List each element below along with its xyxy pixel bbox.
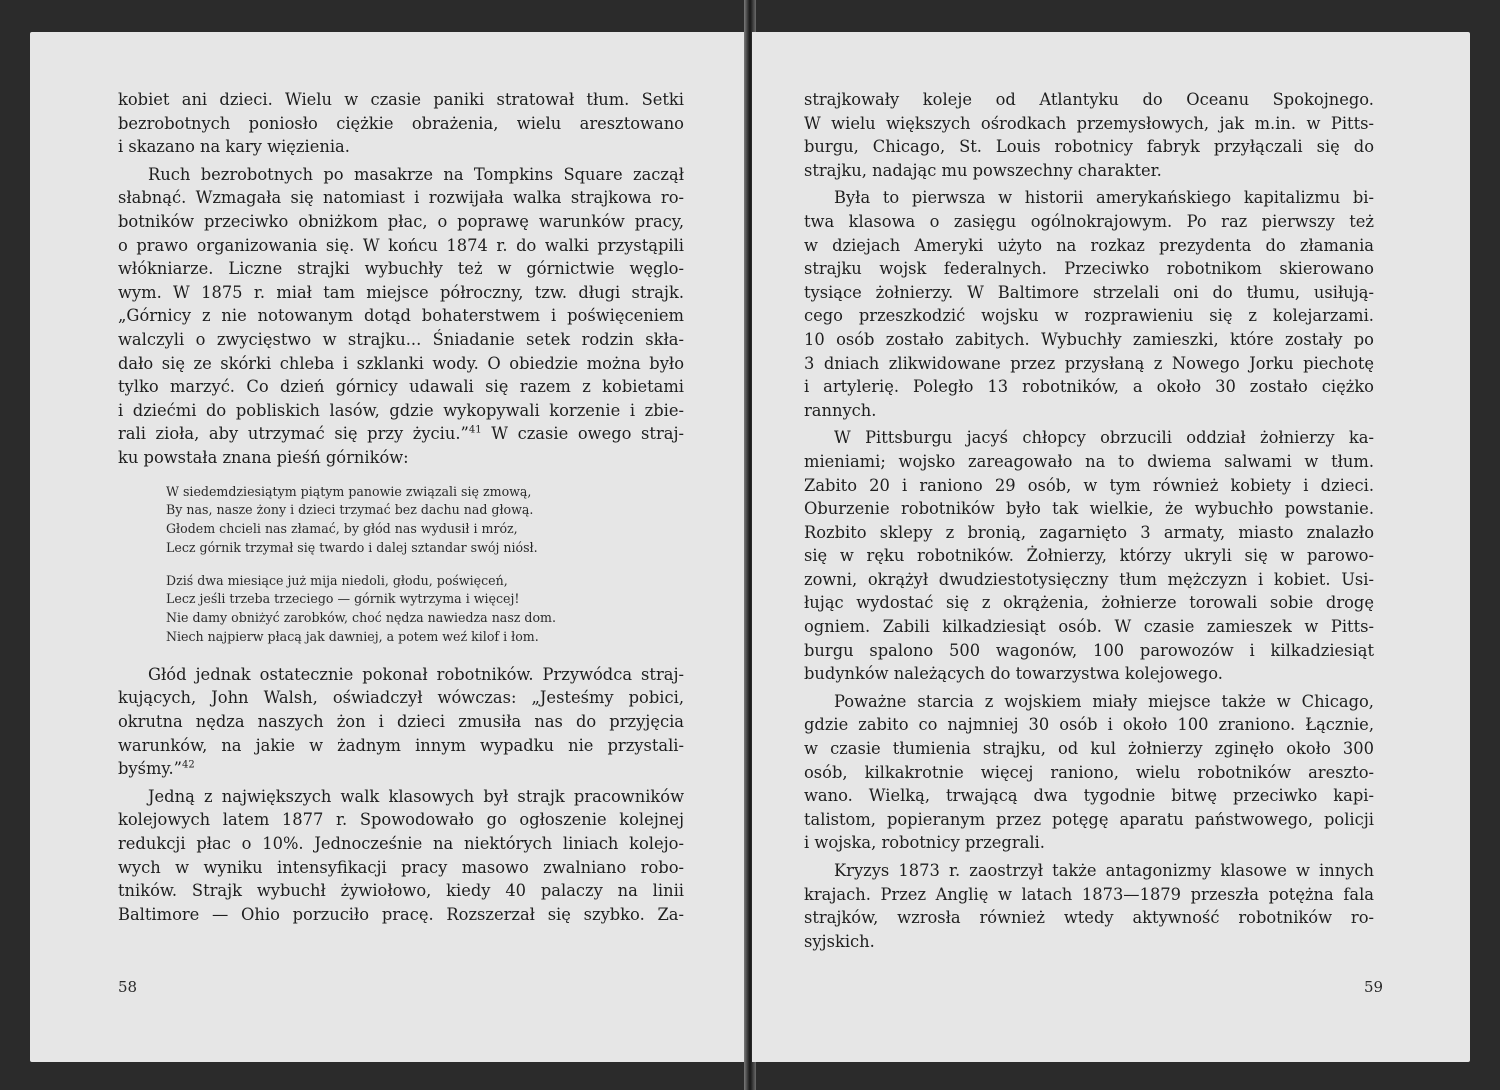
text-line: talistom, popieranym przez potęgę aparatu państwowego, policji bbox=[804, 809, 1374, 829]
text-line: kobiet ani dzieci. Wielu w czasie paniki stratował tłum. Setki bbox=[118, 90, 684, 109]
text-line: kolejowych latem 1877 r. Spowodowało go ogłoszenie kolejnej bbox=[118, 810, 684, 830]
text-line: strajku, nadając mu powszechny charakter. bbox=[804, 160, 1162, 180]
text-line: Jedną z największych walk klasowych był strajk pracowników bbox=[148, 786, 684, 806]
text-line: Rozbito sklepy z bronią, zagarnięto 3 armaty, miasto znalazło bbox=[804, 522, 1374, 542]
text-line: tysiące żołnierzy. W Baltimore strzelali oni do tłumu, usiłują- bbox=[804, 282, 1374, 302]
text-line: w dziejach Ameryki użyto na rozkaz prezydenta do złamania bbox=[804, 235, 1374, 255]
poem-line: Nie damy obniżyć zarobków, choć nędza nawiedza nasz dom. bbox=[166, 610, 557, 626]
text-line: rannych. bbox=[804, 400, 877, 420]
text-line: osób, kilkakrotnie więcej raniono, wielu robotników areszto- bbox=[804, 762, 1374, 782]
text-line: redukcji płac o 10%. Jednocześnie na niektórych liniach kolejo- bbox=[118, 834, 684, 854]
text-line: łując wydostać się z okrążenia, żołnierze torowali sobie drogę bbox=[804, 593, 1374, 613]
page-number: 59 bbox=[1364, 978, 1384, 996]
text-line: Oburzenie robotników było tak wielkie, że wybuchło powstanie. bbox=[804, 499, 1374, 519]
text-line: W wielu większych ośrodkach przemysłowych, jak m.in. w Pitts- bbox=[804, 113, 1374, 133]
text-line: Poważne starcia z wojskiem miały miejsce także w Chicago, bbox=[834, 691, 1374, 711]
footnote-marker: 41 bbox=[468, 424, 482, 436]
text-line: dało się ze skórki chleba i szklanki wody. O obiedzie można było bbox=[118, 353, 684, 373]
text-line: krajach. Przez Anglię w latach 1873—1879 przeszła potężna fala bbox=[804, 884, 1374, 904]
text-line: i wojska, robotnicy przegrali. bbox=[804, 833, 1045, 853]
text-fragment: rali zioła, aby utrzymać się przy życiu.” bbox=[118, 424, 469, 444]
text-line: Baltimore — Ohio porzuciło pracę. Rozszerzał się szybko. Za- bbox=[118, 904, 684, 924]
text-line: Zabito 20 i raniono 29 osób, w tym również kobiety i dzieci. bbox=[804, 475, 1374, 495]
text-line: Głód jednak ostatecznie pokonał robotników. Przywódca straj- bbox=[148, 664, 684, 684]
text-line: Była to pierwsza w historii amerykańskiego kapitalizmu bi- bbox=[834, 188, 1374, 208]
text-line: się w ręku robotników. Żołnierzy, którzy ukryli się w parowo- bbox=[804, 546, 1374, 566]
poem-line: Dziś dwa miesiące już mija niedoli, głodu, poświęceń, bbox=[166, 572, 508, 588]
text-line: okrutna nędza naszych żon i dzieci zmusiła nas do przyjęcia bbox=[118, 712, 684, 732]
text-line: kujących, John Walsh, oświadczył wówczas: „Jesteśmy pobici, bbox=[118, 688, 684, 708]
poem-line: W siedemdziesiątym piątym panowie związali się zmową, bbox=[166, 483, 532, 499]
poem-line: Głodem chcieli nas złamać, by głód nas wydusił i mróz, bbox=[166, 521, 518, 537]
text-line: syjskich. bbox=[804, 931, 875, 951]
right-page-text bbox=[804, 88, 1374, 953]
text-line: i dziećmi do pobliskich lasów, gdzie wykopywali korzenie i zbie- bbox=[118, 400, 684, 420]
poem-stanza bbox=[166, 572, 684, 647]
text-line: botników przeciwko obniżkom płac, o poprawę warunków pracy, bbox=[118, 211, 684, 231]
text-line: i artylerię. Poległo 13 robotników, a około 30 zostało ciężko bbox=[804, 377, 1374, 397]
text-line: wych w wyniku intensyfikacji pracy masowo zwalniano robo- bbox=[118, 857, 684, 877]
page-number: 58 bbox=[118, 978, 138, 996]
poem-line: By nas, nasze żony i dzieci trzymać bez dachu nad głową. bbox=[166, 502, 534, 518]
text-line: ku powstała znana pieśń górników: bbox=[118, 447, 409, 467]
text-line: tylko marzyć. Co dzień górnicy udawali się razem z kobietami bbox=[118, 377, 684, 397]
poem-stanza bbox=[166, 483, 684, 558]
text-line: bezrobotnych poniosło ciężkie obrażenia, wielu aresztowano bbox=[118, 113, 684, 133]
text-fragment: W czasie owego straj- bbox=[481, 424, 684, 444]
text-line: zowni, okrążył dwudziestotysięczny tłum mężczyzn i kobiet. Usi- bbox=[804, 569, 1374, 589]
text-line: strajkowały koleje od Atlantyku do Oceanu Spokojnego. bbox=[804, 90, 1374, 109]
text-line: burgu spalono 500 wagonów, 100 parowozów i kilkadziesiąt bbox=[804, 640, 1374, 660]
right-page bbox=[752, 32, 1470, 1062]
poem-line: Lecz jeśli trzeba trzeciego — górnik wytrzyma i więcej! bbox=[166, 591, 520, 607]
text-line: 3 dniach zlikwidowane przez przysłaną z Nowego Jorku piechotę bbox=[804, 353, 1374, 373]
text-line bbox=[118, 422, 684, 446]
text-line: ogniem. Zabili kilkadziesiąt osób. W czasie zamieszek w Pitts- bbox=[804, 617, 1374, 637]
text-line: walczyli o zwycięstwo w strajku... Śniadanie setek rodzin skła- bbox=[118, 329, 684, 349]
poem-line: Niech najpierw płacą jak dawniej, a potem weź kilof i łom. bbox=[166, 629, 539, 645]
text-line: Kryzys 1873 r. zaostrzył także antagonizmy klasowe w innych bbox=[834, 861, 1374, 880]
left-page bbox=[30, 32, 748, 1062]
text-line: tników. Strajk wybuchł żywiołowo, kiedy 40 palaczy na linii bbox=[118, 881, 684, 901]
text-fragment: byśmy.” bbox=[118, 759, 182, 779]
poem-line: Lecz górnik trzymał się twardo i dalej sztandar swój niósł. bbox=[166, 539, 538, 555]
text-line: gdzie zabito co najmniej 30 osób i około 100 zraniono. Łącznie, bbox=[804, 715, 1374, 735]
text-line: wym. W 1875 r. miał tam miejsce półroczny, tzw. długi strajk. bbox=[118, 282, 684, 302]
text-line: twa klasowa o zasięgu ogólnokrajowym. Po raz pierwszy też bbox=[804, 211, 1374, 231]
text-line: mieniami; wojsko zareagowało na to dwiema salwami w tłum. bbox=[804, 451, 1374, 471]
text-line: cego przeszkodzić wojsku w rozprawieniu się z kolejarzami. bbox=[804, 306, 1374, 326]
text-line: Ruch bezrobotnych po masakrze na Tompkins Square zaczął bbox=[148, 164, 684, 184]
text-line: „Górnicy z nie notowanym dotąd bohaterstwem i poświęceniem bbox=[118, 306, 684, 326]
text-line: W Pittsburgu jacyś chłopcy obrzucili oddział żołnierzy ka- bbox=[834, 428, 1374, 448]
text-line bbox=[118, 757, 684, 781]
poem bbox=[166, 483, 684, 647]
text-line: włókniarze. Liczne strajki wybuchły też w górnictwie węglo- bbox=[118, 259, 684, 279]
text-line: 10 osób zostało zabitych. Wybuchły zamieszki, które zostały po bbox=[804, 329, 1374, 349]
text-line: o prawo organizowania się. W końcu 1874 r. do walki przystąpili bbox=[118, 235, 684, 255]
text-line: wano. Wielką, trwającą dwa tygodnie bitwę przeciwko kapi- bbox=[804, 786, 1374, 806]
text-line: budynków należących do towarzystwa kolejowego. bbox=[804, 664, 1223, 684]
left-page-text bbox=[118, 88, 684, 926]
text-line: strajku wojsk federalnych. Przeciwko robotnikom skierowano bbox=[804, 259, 1374, 279]
text-line: warunków, na jakie w żadnym innym wypadku nie przystali- bbox=[118, 735, 684, 755]
text-line: i skazano na kary więzienia. bbox=[118, 137, 350, 157]
text-line: słabnąć. Wzmagała się natomiast i rozwijała walka strajkowa ro- bbox=[118, 188, 684, 208]
text-line: w czasie tłumienia strajku, od kul żołnierzy zginęło około 300 bbox=[804, 739, 1374, 759]
text-line: strajków, wzrosła również wtedy aktywność robotników ro- bbox=[804, 908, 1374, 928]
text-line: burgu, Chicago, St. Louis robotnicy fabryk przyłączali się do bbox=[804, 137, 1374, 157]
footnote-marker: 42 bbox=[181, 759, 195, 771]
